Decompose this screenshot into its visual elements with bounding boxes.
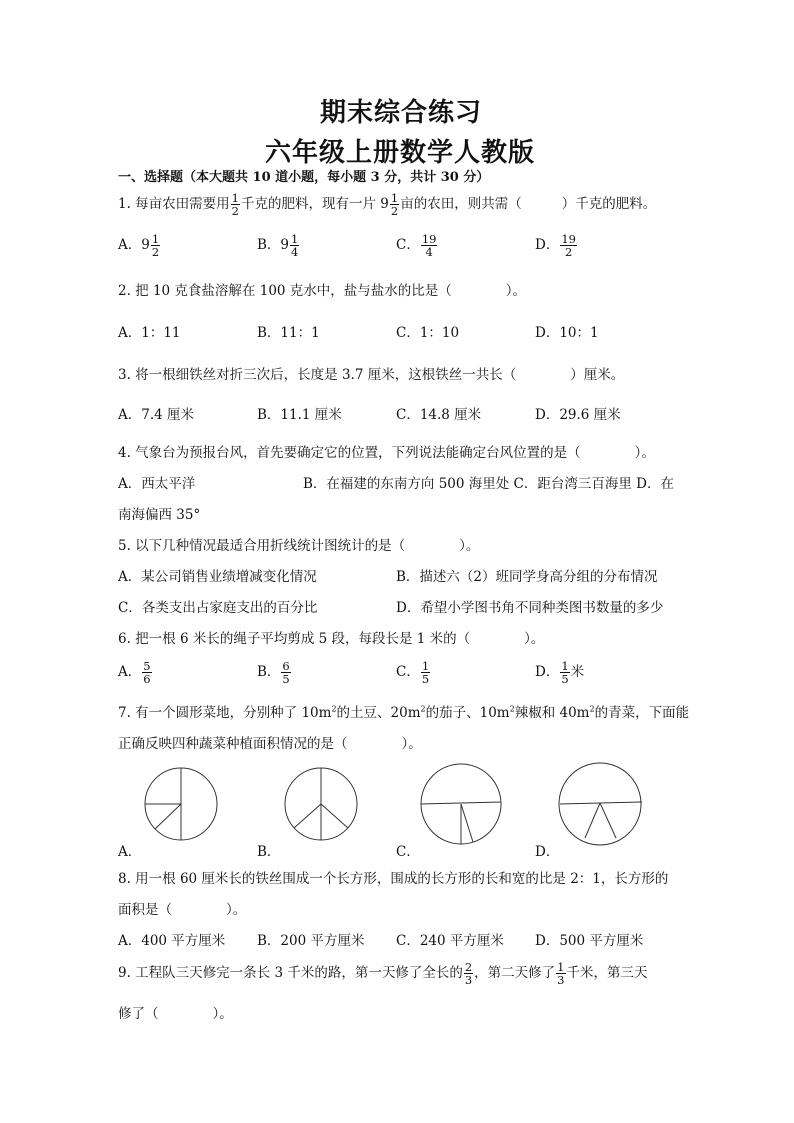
fraction: $\frac{1}{2}$ xyxy=(390,191,399,218)
question-5: 5. 以下几种情况最适合用折线统计图统计的是（ ）。 xyxy=(118,538,480,554)
option-b[interactable]: B．200 平方厘米 xyxy=(257,933,365,949)
option-a-label[interactable]: A． xyxy=(118,844,142,860)
question-8-line-2: 面积是（ ）。 xyxy=(118,902,247,918)
option-a[interactable]: A．7.4 厘米 xyxy=(118,407,195,423)
option-c[interactable]: C．1：10 xyxy=(396,325,460,341)
question-9-line-1: 9. 工程队三天修完一条长 3 千米的路，第一天修了全长的 $\frac{2}{3}$ ，第二天修了 $\frac{1}{3}$ 千米，第三天 xyxy=(118,960,648,987)
option-d[interactable]: D．10：1 xyxy=(535,325,599,341)
option-c[interactable]: C．240 平方厘米 xyxy=(396,933,504,949)
fraction: $\frac{1}{2}$ xyxy=(231,191,239,218)
option-c[interactable]: C． $\frac{19}{4}$ xyxy=(396,232,437,259)
option-c[interactable]: C． $\frac{1}{5}$ xyxy=(396,659,430,686)
option-a[interactable]: A．1：11 xyxy=(118,325,181,341)
option-d[interactable]: D．希望小学图书角不同种类图书数量的多少 xyxy=(396,600,664,616)
question-8-line-1: 8. 用一根 60 厘米长的铁丝围成一个长方形，围成的长方形的长和宽的比是 2：1，长方形的 xyxy=(118,871,669,887)
pie-diagrams xyxy=(118,758,538,848)
question-9-line-2: 修了（ ）。 xyxy=(118,1006,233,1022)
option-b[interactable]: B．11：1 xyxy=(257,325,320,341)
option-d[interactable]: D． $\frac{19}{2}$ xyxy=(535,232,576,259)
option-a[interactable]: A．400 平方厘米 xyxy=(118,933,226,949)
option-c[interactable]: C．14.8 厘米 xyxy=(396,407,482,423)
page-subtitle: 六年级上册数学人教版 xyxy=(265,138,536,168)
option-a[interactable]: A．西太平洋 xyxy=(118,476,196,492)
option-d[interactable]: D． $\frac{1}{5}$ 米 xyxy=(535,659,585,686)
option-d-label[interactable]: D． xyxy=(535,844,560,860)
pie-option-c[interactable] xyxy=(421,764,501,844)
question-1-text-d: ）千克的肥料。 xyxy=(561,196,657,212)
option-bcd[interactable]: B．在福建的东南方向 500 海里处 C．距台湾三百海里 D．在 xyxy=(303,476,675,492)
option-a[interactable]: A． $\frac{5}{6}$ xyxy=(118,659,151,686)
pie-option-d[interactable] xyxy=(558,762,648,848)
question-4: 4. 气象台为预报台风，首先要确定它的位置，下列说法能确定台风位置的是（ ）。 xyxy=(118,445,655,461)
question-1-text-c: 亩的农田，则共需（ xyxy=(400,196,522,212)
option-d[interactable]: D．29.6 厘米 xyxy=(535,407,621,423)
option-d[interactable]: D．500 平方厘米 xyxy=(535,933,644,949)
option-b[interactable]: B．11.1 厘米 xyxy=(257,407,342,423)
option-b[interactable]: B．描述六（2）班同学身高分组的分布情况 xyxy=(396,569,658,585)
question-7-line-2: 正确反映四种蔬菜种植面积情况的是（ ）。 xyxy=(118,736,422,752)
option-b[interactable]: B． 9 $\frac{1}{4}$ xyxy=(257,231,299,259)
option-b[interactable]: B． $\frac{6}{5}$ xyxy=(257,659,290,686)
question-1 xyxy=(118,190,656,218)
question-1-text-a: 1. 每亩农田需要用 xyxy=(118,196,230,212)
question-7-line-1: 7. 有一个圆形菜地，分别种了 $10m^2$的土豆、$20m^2$的茄子、$10m^2$辣椒和 $40m^2$的青菜，下面能 xyxy=(118,704,690,721)
question-2: 2. 把 10 克食盐溶解在 100 克水中，盐与盐水的比是（ ）。 xyxy=(118,283,527,299)
option-c-label[interactable]: C． xyxy=(396,844,420,860)
option-a[interactable]: A． 9 $\frac{1}{2}$ xyxy=(118,231,160,259)
page-title: 期末综合练习 xyxy=(320,98,483,128)
section-heading: 一、选择题（本大题共 10 道小题，每小题 3 分，共计 30 分） xyxy=(118,170,490,185)
pie-option-a[interactable] xyxy=(145,768,217,840)
question-3: 3. 将一根细铁丝对折三次后，长度是 3.7 厘米，这根铁丝一共长（ ）厘米。 xyxy=(118,367,625,383)
option-a[interactable]: A．某公司销售业绩增减变化情况 xyxy=(118,569,317,585)
option-c[interactable]: C．各类支出占家庭支出的百分比 xyxy=(118,600,318,616)
option-b-label[interactable]: B． xyxy=(257,844,281,860)
question-6: 6. 把一根 6 米长的绳子平均剪成 5 段，每段长是 1 米的（ ）。 xyxy=(118,631,545,647)
option-d-continued: 南海偏西 35° xyxy=(118,507,201,523)
question-1-text-b: 千克的肥料，现有一片 9 xyxy=(241,196,389,212)
pie-option-b[interactable] xyxy=(285,768,357,840)
